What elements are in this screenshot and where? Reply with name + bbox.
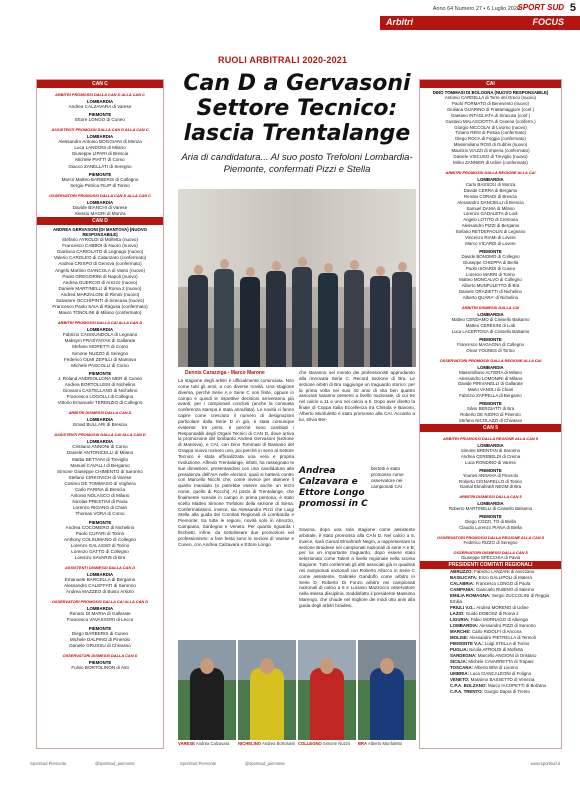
list-item: Lorenzo GADALETA di Lodi: [463, 211, 518, 217]
list-item: Lorenzo GATTO di Collegno: [71, 548, 129, 554]
list-item: Carlo BASSOLI di Monza: [465, 181, 516, 187]
list-item: Federico RIZZO di Seregno: [463, 540, 518, 546]
list-region-heading: DINO TOMMASI DI BOLOGNA (NUOVO RESPONSABILE): [432, 90, 549, 95]
list-item: Thomas VORA di Como: [75, 511, 125, 517]
list-section-bar: PRESIDENTI COMITATI REGIONALI: [420, 561, 561, 569]
president-row: [420, 689, 561, 695]
list-item: Lorenzo GALASSO di Torino: [70, 542, 130, 548]
list-item: Antonio CARDELLA di Torre del Greco (nuovo): [444, 95, 537, 100]
list-region-heading: LOMBARDIA: [86, 199, 114, 205]
list-item: Alessandro LOMONINI di Milano: [458, 375, 523, 381]
photo-caption: BRA Alberto Munfuletto: [358, 741, 403, 746]
list-region-heading: PIEMONTE: [479, 467, 502, 473]
president-name: Enzo GALLIPOLI di Matera: [478, 574, 532, 580]
photo-person: [266, 261, 286, 367]
president-row: [420, 593, 561, 605]
list-item: Angelo Martino GIANCOLA di Vasto (nuovo): [54, 267, 146, 273]
list-item: Younes ANNAHA di Pinerolo: [462, 472, 519, 478]
list-item: Andrea MARZALONI di Rimini (nuovo): [60, 291, 140, 297]
president-region: MARCHE:: [450, 628, 471, 634]
right-list-column: [419, 79, 562, 749]
list-item: Lorenzo SAVARIS di Bra: [74, 554, 126, 560]
list-item: Marco VICARDI di Lovere: [465, 240, 516, 246]
list-item: Valerio CAROLEO di Catanzaro (confermato): [53, 255, 147, 261]
president-region: BASILICATA:: [450, 574, 478, 580]
president-region: CALABRIA:: [450, 580, 475, 586]
president-name: Alberto BINI di Livorno: [474, 664, 519, 670]
list-section-heading: ARBITRI PROMOSSI DALLA REGIONE ALLA CAN 5: [443, 435, 538, 441]
president-region: PIEMONTE V.A.:: [450, 640, 484, 646]
list-item: Alessandro CALEFFATI di Saronno: [64, 583, 136, 589]
list-item: Davide BIANCHI di Varese: [72, 204, 128, 210]
list-section-heading: ARBITRI PROMOSSI DALLA REGIONE ALLA CAI: [445, 169, 536, 175]
list-item: Paolo GREGORINI di Napoli (nuovo): [62, 273, 138, 279]
list-item: Andrea CALZAVARA di Varese: [68, 104, 132, 109]
president-region: LOMBARDIA:: [450, 622, 479, 628]
list-item: Maksym FRASYNYAK di Gallarate: [64, 338, 136, 344]
list-item: Maurizio VIAZZI di Imperia (confermato): [451, 148, 530, 154]
president-name: Alessandro PIETRELLA di Termoli: [469, 634, 536, 640]
president-name: Michele CAVARRETTA di Trapani: [468, 658, 534, 664]
list-item: Roberto CIGNARELLO di Torino: [459, 478, 522, 484]
list-item: Alessandro DANCIELLI di Brescia: [457, 199, 524, 205]
article-body-col1: La stagione degli arbitri è ufficialmente cominciata. Non come tutti gli anni, a con diverse novità. Una stagione diversa, perché Serie A e Serie C non finite, oppure in campo e quindi le rispettive decisioni arriveranno più avanti; per i campionati conclusi (anche la consueta conferenza stampa è stata annullata). Le novità ci fanno capire come cresciuto il numero di designazioni particolare dalla Serie D in giù, è stata comunque evidente: tre primi, è perché sono cambiati i Responsabili degli Organi Tecnici di CAN D, dove arriva la promozione del lombardo Andrea Gervasoni (sezione di Mantova), e CAI, con Dino Tommasi di Bassano del Grappa nuovo numero uno, poi perché in seno al Settore Tecnico è stata ufficializzata una vera e propria rivoluzione. Alfredo Trentalange, infatti, ha rassegnato le sue dimissioni, presentandosi con una candidatura alla presidenza dell'AIA nelle elezioni, quali si batterà contro con Marcello Nicchi che, come invece per ottenere il quarto mandato (e potrebbe essere anche un terzo nome, quello di Rocchi). Al posto di Trentalange, che finalmente scende in campo in prima persona, è stato scelto Matteo Simone Trefoloni della sezione di Siena. Confermatissimi, invece, sia Alessandro Pizzi che Luigi Stella alla guida dei Comitati Regionali di Lombardia e Piemonte: tra tutte le regioni, novità solo in Abruzzo, Campania, Sardegna e Veneto. Per quanto riguarda i fischietti, infine, da sottolineare due promozioni nel professionismi: a fare festa sono le sezioni di Varese e Cuneo, con Andrea Calzavara e Ettore Longo: [178, 378, 294, 547]
list-item: Stefano MORETTI di Como: [71, 344, 129, 350]
list-item: Michele PIATTI di Como: [75, 157, 125, 163]
list-section-heading: OSSERVATORI PROMOSSI DALLA CAI ALLA CAN D: [51, 599, 149, 605]
list-item: Alberto MUNFULETTO di Bra: [461, 283, 520, 289]
president-name: Giorgio Dapra di Trento: [484, 688, 530, 694]
list-region-heading: LOMBARDIA: [86, 134, 114, 140]
list-item: Luca LACERTOSA di Cinisello Balsamo: [451, 328, 530, 334]
focus-label: FOCUS: [532, 17, 564, 27]
list-item: Daniele GRUSSU di Chivasso: [69, 642, 131, 648]
list-item: Stefano AYROLDI di Molfetta (nuovo): [61, 237, 138, 243]
list-item: Tiziano RENI di Pistoia (confermato): [455, 130, 526, 136]
list-region-heading: LOMBARDIA: [477, 312, 504, 318]
list-item: Andrea MAZZEO di Busto Arsizio: [66, 589, 134, 595]
list-item: Mirko ZANNIER di Udine (confermato): [453, 159, 528, 165]
list-item: Diego BARBERIS di Cuneo: [71, 630, 129, 636]
title-line: Settore Tecnico:: [196, 96, 398, 121]
list-item: Giovanni CASTELLANO di Nichelino: [62, 388, 138, 393]
president-name: Giancarlo RUBINO di Salerno: [476, 586, 535, 592]
article-sidehead-text: bertotti è stato promosso come osservatore nei campionati CAI: [371, 466, 404, 489]
list-item: Roberto DE NIGRO di Pinerolo: [460, 412, 521, 418]
list-item: Simone Giuseppe CHIMENTO di Saronno: [57, 468, 143, 474]
list-item: Simone NUZZO di Seregno: [71, 350, 129, 356]
list-region-heading: LOMBARDIA: [477, 364, 504, 370]
photo-person: [214, 259, 234, 367]
list-item: Claudio Lorenzo PIANA di Biella: [459, 525, 522, 531]
list-item: Stefano CIRKOVICH di Varese: [68, 474, 132, 480]
list-item: Alessandro Antonio BOGGIANI di Monza: [58, 139, 142, 145]
list-item: Diego ROCA di Foggia (confermato): [455, 136, 526, 142]
list-section-heading: OSSERVATORI DISMESSI DALLA CAN D: [62, 652, 138, 658]
referee-photo: [238, 640, 296, 740]
page-footer: [0, 758, 580, 772]
list-item: Paolo ISOARDI di Cuneo: [465, 265, 516, 271]
list-item: Federico OLMI ZEPILLI di Mantova: [64, 356, 136, 362]
president-region: TOSCANA:: [450, 664, 474, 670]
list-item: Luca RONDINO di Varese: [465, 459, 516, 465]
referee-photos: [178, 640, 416, 748]
referee-photo: [178, 640, 236, 740]
list-region-heading: PIEMONTE: [88, 659, 112, 665]
president-region: ABRUZZO:: [450, 568, 473, 574]
list-item: Andrea CRISPO di Genova (confermato): [58, 261, 142, 267]
list-item: Salvatore OCCHIPINTI di Siracusa (nuovo): [55, 297, 145, 303]
list-item: Vincenzo RIAMI di Lovere: [465, 235, 516, 241]
list-item: Anthony COLSUMANO di Collegno: [63, 536, 136, 542]
article-kicker: RUOLI ARBITRALI 2020-2021: [218, 55, 348, 65]
list-region-heading: LOMBARDIA: [86, 327, 114, 333]
president-region: PUGLIA:: [450, 646, 469, 652]
list-item: Daniele ORAZIETTI di Nichelino: [459, 289, 522, 295]
list-region-heading: PIEMONTE: [88, 625, 112, 631]
article-title: [178, 71, 416, 146]
list-item: Giuseppe CHIEPPA di Biella: [462, 259, 519, 265]
left-list-column: [36, 79, 164, 749]
president-name: Fabrizio LANZANI di Avezzano: [474, 568, 535, 574]
list-item: Roberto MARTINELLI di Cinisello Balsamo: [448, 506, 533, 512]
list-item: Renato DI MARIA di Gallarate: [69, 611, 131, 617]
list-item: Mattia BETTANI di Treviglio: [71, 456, 129, 462]
title-line: lascia Trentalange: [183, 121, 411, 146]
section-label: Arbitri: [386, 17, 413, 27]
president-region: UMBRIA:: [450, 670, 470, 676]
list-item: Mauro TONOLINI di Milano (confermato): [58, 310, 142, 316]
list-item: Daniele MARTINELLI di Roma 2 (nuovo): [58, 285, 142, 291]
referee-photo: [358, 640, 416, 740]
list-item: Alberto QUARA' di Nichelino: [462, 295, 519, 301]
group-photo: [178, 189, 416, 367]
president-name: Carlo RIDOLFI di Ancona: [471, 628, 522, 634]
footer-social: SportSud Piemonte: [30, 761, 67, 766]
list-region-heading: LOMBARDIA: [86, 439, 114, 445]
list-item: Cosimo DE TOMMASO di Voghera: [64, 480, 136, 486]
list-item: Sergiu Petrica FILIP di Torino: [70, 182, 130, 188]
list-region-heading: LOMBARDIA: [477, 501, 504, 507]
president-name: Luigi STELLA di Torino: [484, 640, 530, 646]
list-item: Matteo CERESINI di Lodi: [465, 323, 516, 328]
list-section-heading: OSSERVATORI PROMOSSI DALLA REGIONE ALLA CAN 5: [437, 535, 544, 541]
photo-person: [240, 267, 260, 367]
list-item: Fulvio BORTOLINON di Asti: [71, 664, 129, 670]
list-section-heading: ASSISTENTI DISMESSI DALLA CAN D: [64, 565, 136, 571]
section-bar: [380, 16, 580, 30]
list-item: Silvio BERGIATTI di Bra: [466, 406, 515, 412]
list-region-heading: PIEMONTE: [479, 401, 502, 407]
president-region: CAMPANIA:: [450, 586, 475, 592]
list-item: Francesco MAGAGNA di Collegno: [456, 341, 525, 347]
list-item: Mario VANOLI di Chiari: [467, 387, 514, 393]
list-region-heading: PIEMONTE: [479, 248, 502, 254]
list-section-bar: CAN 5: [420, 424, 561, 432]
president-name: Guido DOBOSZ di Roma 2: [465, 610, 519, 616]
list-region-heading: LOMBARDIA: [86, 417, 114, 423]
list-section-bar: CAN D: [37, 217, 163, 225]
footer-website: www.sportsud.it: [530, 761, 560, 766]
list-item: Nicolas PRESTINI di Pavia: [72, 499, 128, 505]
list-item: Renato CORADI di Brescia: [464, 193, 517, 199]
list-item: Carlo FARINA di Brescia: [74, 487, 126, 493]
list-item: Andrea GUERCIO di Arezzo (nuovo): [62, 279, 138, 285]
newspaper-logo: SPORT SUD: [517, 3, 564, 12]
list-section-heading: ARBITRI DISMESSI DALLA CAN 5: [459, 494, 522, 500]
article-body-col2: che staranno nel mondo dei professionisti approdando alla rinnovata Serie C. Record Sezione di Bra. Le sezione arbitri di Bra raggiunge un traguardo storico: per la prima volta nei suoi 40 anni di vita ben quattro associati saranno presenti a livello nazionale, di cui tre nel calcio a 11 e uno nel calcio a 5. Dopo aver diretto la finale di Coppa Italia Eccellenza tra Chisola e Bavono, Alberto Munfuletto è stato promosso alla CAI. Accanto a lui, Silvio Ber-: [299, 370, 415, 422]
list-section-heading: ARBITRI DISMESSI DALLA CAN D: [68, 410, 132, 416]
photo-person: [188, 265, 208, 367]
list-item: Manuel CAVALLI di Bergamo: [70, 462, 130, 468]
president-region: FRIULI V.G.:: [450, 604, 476, 610]
president-name: Marco IACOPETTI di Bolzano: [488, 682, 547, 688]
list-item: Paolo CUFARI di Torino: [75, 530, 125, 536]
president-region: LIGURIA:: [450, 616, 470, 622]
list-item: Davide PIRIVANELLI di Gallarate: [458, 381, 523, 387]
list-item: Francesco Paolo SAIA di Ragusa (confermato): [52, 304, 148, 310]
list-item: Francesco LOGOLLI di Collegno: [66, 394, 134, 400]
list-region-heading: PIEMONTE: [479, 336, 502, 342]
president-name: Andrea MORENO di Udine: [476, 604, 529, 610]
president-name: Alessandro PIZZI di Saronno: [479, 622, 536, 628]
list-item: Lorenzo MARRI di Torino: [466, 271, 515, 277]
president-name: Marcello ANGIONI di Oristano: [477, 652, 537, 658]
list-item: Andrea BORTOLUSSI di Nichelino: [64, 381, 136, 387]
referee-photo: [298, 640, 356, 740]
list-item: Francesco CABBOI di Nuoro (nuovo): [62, 243, 138, 249]
list-section-heading: OSSERVATORI PROMOSSI DALLA REGIONE ALLA CAI: [439, 357, 542, 363]
list-item: Daniele VISCUSO di Treviglio (nuovo): [453, 154, 528, 160]
list-item: Massimiliano ROSI di Gubbio (nuovo): [453, 142, 528, 148]
photo-person: [292, 257, 312, 367]
photo-person: [370, 266, 390, 367]
list-section-heading: ARBITRI DISMESSI DALLA CAI: [461, 305, 520, 311]
list-item: Davide BONOMO di Collegno: [461, 253, 520, 259]
list-item: Matteo CENDAMO di Cinisello Balsamo: [451, 317, 530, 323]
list-item: Samuel DANIA di Milano: [466, 205, 515, 211]
list-item: Giuliana GUARINO di Frattamaggiore (conf.): [446, 106, 535, 112]
list-item: Alessio MAGRI di Monza: [74, 210, 126, 216]
footer-social: SportSud Piemonte: [180, 761, 217, 766]
photo-person: [392, 262, 412, 367]
list-item: Lorenzo RIGANO di Chiari: [72, 505, 128, 511]
list-item: Angelo LOTITO di Cremona: [463, 217, 518, 223]
president-name: Luca CIANCALEONI di Foligno: [470, 670, 532, 676]
list-item: Alessandro PIZZI di Bergamo: [461, 223, 520, 229]
list-section-heading: ARBITRI PROMOSSI DALLA CAN D ALLA CAN C: [55, 92, 145, 97]
list-item: Giuseppe LIPARI di Brescia: [71, 151, 129, 157]
photo-person: [344, 260, 364, 367]
list-item: Stefano RETDEPAOLIN di Legnano: [455, 229, 526, 235]
president-name: Massimo BASSETTO di Venezia: [470, 676, 535, 682]
list-region-heading: LOMBARDIA: [86, 572, 114, 578]
list-section-bar: CAN C: [37, 80, 163, 88]
list-item: Giacco ZANELLATI di Seregno: [68, 163, 132, 169]
president-name: Francesco LONGO di Paola: [475, 580, 531, 586]
list-item: Matteo MONCALVO di Collegno: [459, 277, 522, 283]
list-item: Daniele ANTONICELLI di Milano: [66, 450, 134, 456]
article-sidehead: Andrea Calzavara e Ettore Longo promossi in C: [299, 466, 368, 509]
president-region: MOLISE:: [450, 634, 469, 640]
list-region-heading: LOMBARDIA: [477, 442, 504, 448]
article-body-col3: Savona, dopo una sola stagione come assistente arbitrale, è stato promosso alla CAN D. Nel calcio a 5, invece, sarà Gamal Elmahrath Negm, a rappresentare la sezione Braidese nei campionati nazionali di serie A e B; per lui un importante traguardo, dopo essere stato selezionato come Talent a livello regionale nella scorsa stagione. Tutti confermati gli altri associati già in quadrati nei campionati nazionali con Roberto Allocco in Serie C come assistente, Gabriele Gandolfo come arbitro in Serie D, Roberto Di Fonzo arbitro nei campionati nazionali di calcio a 5 e Luciano Mazzocco osservatore nella stessa disciplina. Soddisfatto il presidente Massimo Marengo, che chiude nel migliore dei modi otto anni alla guida degli arbitri braidesi.: [299, 527, 415, 608]
list-region-heading: LOMBARDIA: [86, 606, 114, 612]
footer-social: @sportsud_piemonte: [245, 761, 285, 766]
president-region: C.P.A. BOLZANO:: [450, 682, 487, 688]
president-name: Fabio MORNAGO di Albenga: [470, 616, 528, 622]
list-section-heading: OSSERVATORI DISMESSI DALLA CAN 5: [453, 549, 528, 555]
list-item: J. Roland ANDRIOLLONA MER di Cuneo: [57, 375, 143, 381]
title-line: Can D a Gervasoni: [183, 71, 411, 96]
list-item: Giorgio NICCOLAI di Livorno (nuovo): [454, 124, 527, 130]
list-item: Michele DALPINO di Pinerolo: [69, 636, 131, 642]
list-region-heading: LOMBARDIA: [86, 99, 114, 104]
list-item: Simone BRENTAN di Saronno: [460, 447, 521, 453]
president-region: SARDEGNA:: [450, 652, 477, 658]
list-item: Vittorio Emanuele TERENZIO di Collegno: [57, 400, 143, 406]
list-item: Andrea COCOMERO di Nichelino: [65, 524, 135, 530]
list-item: Francesco VAVASSORI di Lecco: [66, 617, 134, 623]
list-region-heading: PIEMONTE: [88, 370, 112, 376]
president-region: LAZIO:: [450, 610, 465, 616]
president-region: VENETO:: [450, 676, 470, 682]
list-item: Stefano NICOLAZZI di Chivasso: [458, 417, 523, 423]
list-item: Gamal Elmahrath NEGM di Bra: [459, 484, 522, 490]
list-item: Massimiliano ALTIERA di Milano: [459, 369, 522, 375]
president-name: Nicola AFROLDI di Molfetta: [469, 646, 523, 652]
list-item: Emad BULLARI di Brescia: [73, 422, 127, 428]
president-region: C.P.A. TRENTO:: [450, 688, 484, 694]
list-item: Davide CERRA di Bergamo: [463, 187, 518, 193]
issue-line: Anno 64 Numero 27 • 6 Luglio 2020: [432, 6, 520, 12]
page-number: 5: [569, 2, 576, 14]
list-item: Emanuele BARCELLA di Bergamo: [64, 577, 136, 583]
article-subtitle: Aria di candidatura... Al suo posto Trefoloni Lombardia-Piemonte, confermati Pizzi e Stella: [181, 152, 413, 175]
list-section-heading: OSSERVATORI PROMOSSI DALLA CAN D ALLA CAN C: [49, 192, 151, 198]
list-item: Gaetano INTAGLIATA di Siracusa (conf.): [450, 112, 531, 118]
list-item: Paolo FORMATO di Benevento (nuovo): [452, 100, 529, 106]
list-region-heading: PIEMONTE: [88, 519, 112, 525]
list-region-heading: PIEMONTE: [479, 514, 502, 520]
article-byline: Dennis Carazziga - Marco Marone: [185, 370, 265, 376]
list-item: Cristiano ANNONI di Como: [72, 444, 128, 450]
list-item: Gustavo MALASCIOTTA di Cesena (conferm.): [445, 118, 536, 124]
photo-caption: COLLEGNO Simone Nuzzo: [298, 741, 351, 746]
president-name: Sergio ZUCCOLINI di Reggio Emilia: [450, 592, 550, 604]
list-item: Luca LANDONI di Milano: [74, 145, 126, 151]
footer-social: @sportsud_piemonte: [95, 761, 135, 766]
photo-person: [318, 263, 338, 367]
president-region: SICILIA:: [450, 658, 468, 664]
list-section-heading: ASSISTENTI PROMOSSI DALLA CAN D ALLA CAN C: [51, 127, 149, 133]
list-region-heading: PIEMONTE: [88, 112, 112, 118]
list-region-heading: ANDREA GERVASONI (DI MANTOVA) (NUOVO RESPONSABILE): [52, 227, 148, 238]
list-item: Giuseppe SPECCHIA di Pavia: [460, 554, 521, 560]
photo-caption: NICHELINO Andrea Bortolussi: [238, 741, 296, 746]
list-item: Michele PASCOLLI di Como: [71, 362, 129, 368]
list-item: Ettore LONGO di Cuneo: [75, 117, 125, 123]
list-item: Omar YOUNES di Torino: [466, 347, 515, 353]
list-section-heading: ARBITRI PROMOSSI DALLA CAI ALLA CAN D: [57, 320, 143, 326]
list-section-heading: ASSISTENTI PROMOSSI DALLA CAI ALLA CAN D: [54, 432, 146, 438]
list-item: Antonio NOLASCO di Milano: [70, 493, 130, 499]
list-region-heading: LOMBARDIA: [477, 176, 504, 182]
list-item: Gianluca CARIOLATO di Legnago (nuovo): [56, 249, 144, 255]
photo-caption: VARESE Andrea Calzavara: [178, 741, 230, 746]
list-item: Fabrizio ZAPPELLA di Bergamo: [459, 393, 522, 399]
list-item: Andrea CEREBELDI di Crema: [460, 453, 521, 459]
list-item: Marco Matteo BARBERIS di Collegno: [61, 176, 139, 182]
list-section-bar: CAI: [420, 80, 561, 88]
list-item: Diego COZZI, TO di Biella: [465, 519, 516, 525]
list-region-heading: PIEMONTE: [88, 171, 112, 177]
president-region: EMILIA ROMAGNA:: [450, 592, 491, 598]
list-item: Fabrizio CAISSUNDOLA di Legnano: [62, 332, 138, 338]
